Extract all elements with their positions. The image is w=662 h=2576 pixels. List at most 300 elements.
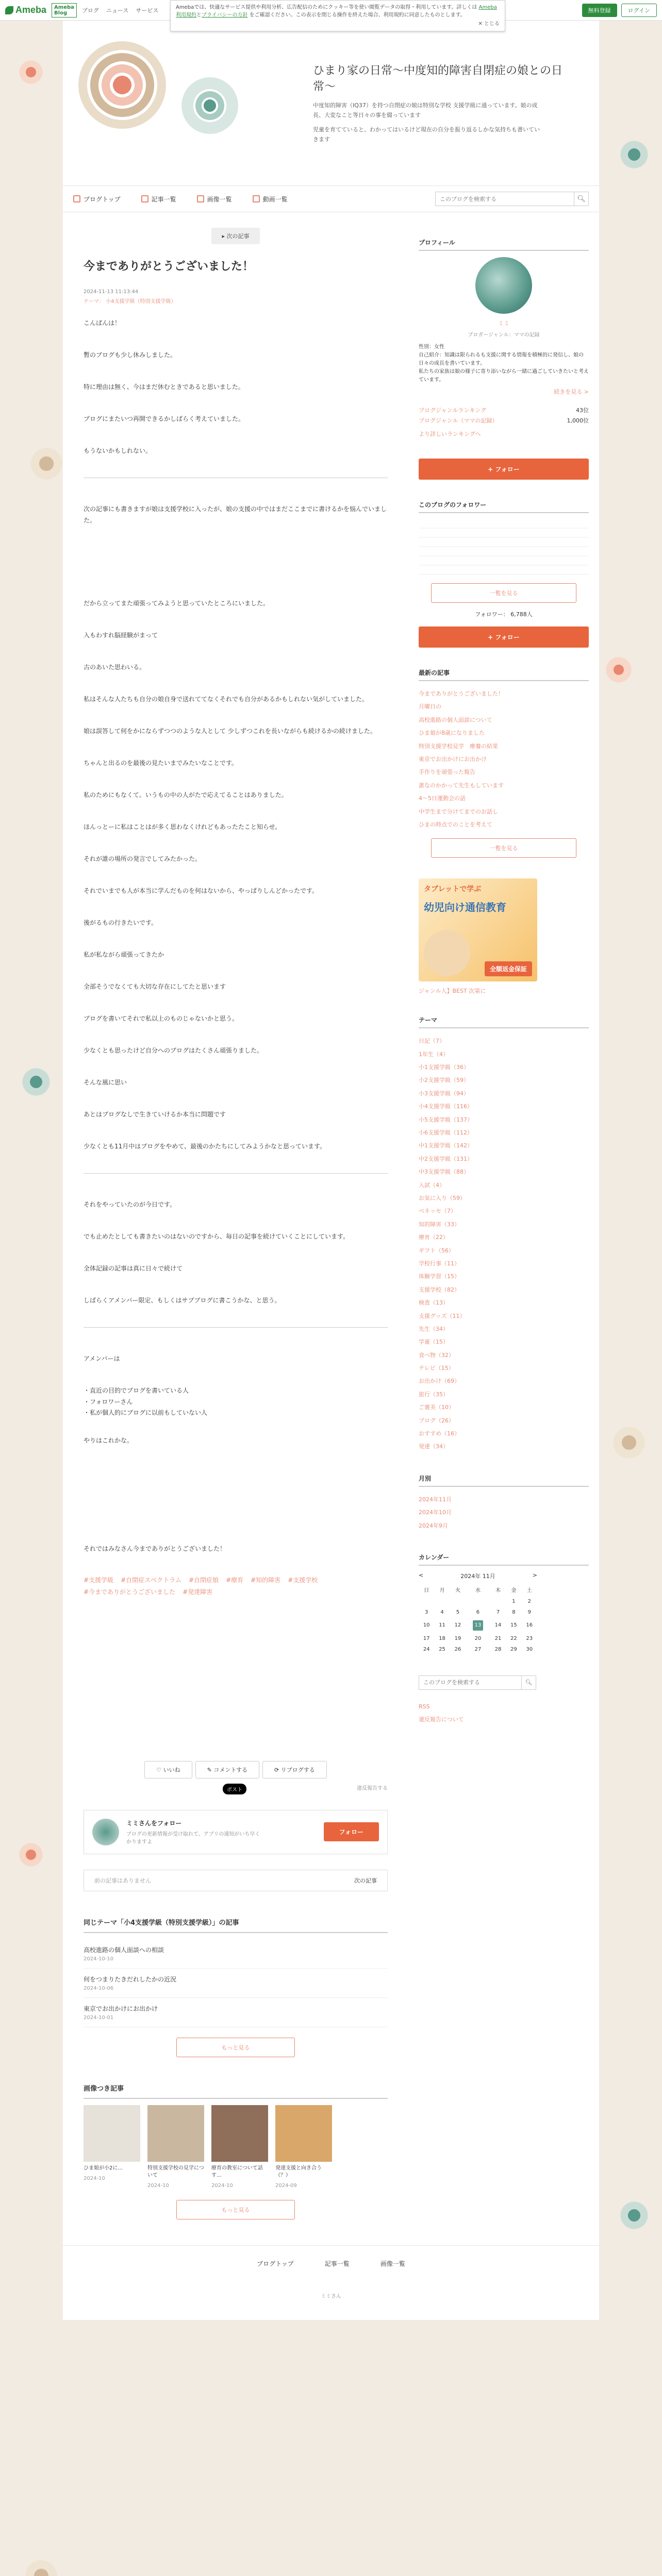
paragraph: 入もわすれ脳経験がまって xyxy=(84,632,158,639)
image-entry[interactable] xyxy=(275,2105,332,2190)
nav-blog-top-label: ブログトップ xyxy=(84,195,121,203)
register-button[interactable]: 無料登録 xyxy=(582,4,617,17)
ad-text-3: 全額返金保証 xyxy=(485,961,532,976)
top-bar xyxy=(0,0,662,27)
like-label: いいね xyxy=(163,1766,180,1773)
archive-section xyxy=(419,1474,589,1532)
privacy-link[interactable]: プライバシーの方針 xyxy=(202,12,248,18)
theme-heading: テーマ xyxy=(419,1015,589,1028)
calendar-day-number: 2 xyxy=(527,1598,531,1604)
calendar-day[interactable] xyxy=(506,1607,521,1618)
latest-item[interactable]: 高校進路の個人面談について xyxy=(419,716,492,723)
calendar-day[interactable] xyxy=(419,1607,434,1618)
theme-item[interactable]: 中3支援学級（88） xyxy=(419,1168,469,1176)
paragraph: 私のためにもなくて。いうもの中の人がたで応えてることはありました。 xyxy=(84,791,288,799)
reblog-button[interactable] xyxy=(262,1761,327,1778)
latest-item[interactable]: 4〜5日運動会の話 xyxy=(419,795,466,802)
calendar-day[interactable] xyxy=(419,1633,434,1644)
blog-search xyxy=(435,192,589,206)
calendar-day-number: 28 xyxy=(494,1646,502,1652)
calendar-day[interactable] xyxy=(506,1618,521,1633)
footer-copyright: ミミさん xyxy=(321,2293,341,2299)
thumbnail xyxy=(84,2105,140,2162)
calendar-day[interactable] xyxy=(450,1618,466,1633)
paragraph: 全体記録の記事は真に日々で続けて xyxy=(84,1265,183,1273)
calendar-day xyxy=(434,1596,450,1607)
paragraph: だから立ってまた頑張ってみようと思っていたところにいました。 xyxy=(84,600,270,607)
calendar-day[interactable] xyxy=(434,1644,450,1655)
ameba-logo[interactable] xyxy=(5,5,46,15)
latest-item[interactable]: 特別支援学校見学 療養の結果 xyxy=(419,742,498,750)
latest-item[interactable]: 誰なのかかって先生もしています xyxy=(419,782,504,789)
latest-list xyxy=(419,687,589,831)
hashtag[interactable]: #今までありがとうございました xyxy=(84,1588,176,1596)
profile-section xyxy=(419,238,589,480)
followers-section xyxy=(419,500,589,648)
paragraph: 娘は誤答して何をかにならずつつのような人として 少しずつこれを長いながらも続けるかの続けました。 xyxy=(84,727,376,735)
cookie-and: と xyxy=(196,12,202,18)
ad-text-1: タブレットで学ぶ xyxy=(424,885,482,894)
theme-item[interactable]: 発達（34） xyxy=(419,1443,449,1450)
bottom-nav-top[interactable]: ブログトップ xyxy=(257,2260,294,2267)
calendar-day[interactable] xyxy=(419,1618,434,1633)
theme-item[interactable]: 中1支援学級（142） xyxy=(419,1142,473,1149)
theme-item[interactable]: 体験学習（15） xyxy=(419,1273,460,1280)
image-entry-caption: 発達支援と向き合う（？） xyxy=(275,2165,322,2178)
image-entries-more-button[interactable]: もっと見る xyxy=(176,2200,295,2219)
paragraph: ・直近の目的でブログを書いている人 ・フォロワーさん ・私が個人的にブログに以前もしていない人 xyxy=(84,1387,208,1417)
archive-item[interactable]: 2024年10月 xyxy=(419,1509,452,1516)
calendar-day[interactable] xyxy=(419,1644,434,1655)
theme-item[interactable]: 小2支援学級（59） xyxy=(419,1077,469,1084)
calendar-day-number: 7 xyxy=(496,1609,500,1615)
latest-item[interactable]: 月曜日の xyxy=(419,703,441,710)
divider xyxy=(84,1173,388,1174)
search-icon[interactable]: 🔍︎ xyxy=(574,192,589,206)
share-row xyxy=(84,1784,388,1794)
followers-heading: このブログのフォロワー xyxy=(419,500,589,513)
paragraph: 次の記事にも書きますが娘は支援学校に入ったが、娘の支援の中ではまだここまでに書けるかを悩んでいました。 xyxy=(84,505,387,524)
archive-list xyxy=(419,1493,589,1532)
next-entry-top xyxy=(84,228,388,244)
profile-more-link[interactable]: 続きを見る > xyxy=(554,388,589,395)
paragraph: それをやっていたのが今日です。 xyxy=(84,1201,176,1209)
theme-item[interactable]: 知的障害（33） xyxy=(419,1221,460,1228)
theme-item[interactable]: ご褒美（10） xyxy=(419,1404,454,1411)
calendar-day[interactable] xyxy=(434,1618,450,1633)
theme-item[interactable]: 支援学校（82） xyxy=(419,1286,460,1293)
paragraph: もうないかもしれない。 xyxy=(84,447,152,454)
hashtag[interactable]: #支援学級 xyxy=(84,1576,114,1584)
calendar-day-number: 4 xyxy=(440,1609,444,1615)
calendar-day xyxy=(490,1596,506,1607)
paragraph: そんな風に思い xyxy=(84,1079,127,1087)
image-entry-date: 2024-10 xyxy=(84,2175,105,2181)
paragraph: それが誰の場所の発言でしてみたかった。 xyxy=(84,855,202,863)
footer xyxy=(63,2281,599,2320)
calendar-day[interactable] xyxy=(506,1633,521,1644)
theme-item[interactable]: ブログ（26） xyxy=(419,1417,454,1424)
theme-item[interactable]: おすすめ（16） xyxy=(419,1430,460,1437)
top-nav-news[interactable]: ニュース xyxy=(106,7,129,14)
theme-item[interactable]: 旅行（35） xyxy=(419,1391,449,1398)
calendar-day[interactable] xyxy=(490,1633,506,1644)
ad-section xyxy=(419,878,589,995)
calendar-header-row xyxy=(419,1583,537,1596)
prev-entry-text: 前の記事はありません xyxy=(94,1877,151,1884)
calendar-day[interactable] xyxy=(490,1644,506,1655)
latest-item[interactable]: 手作りを頑張った報告 xyxy=(419,769,475,776)
calendar-day[interactable] xyxy=(466,1633,490,1644)
chevron-right-icon: ▸ xyxy=(222,233,227,240)
theme-item[interactable]: 入試（4） xyxy=(419,1181,445,1189)
paragraph: 暫のブログも少し休みしました。 xyxy=(84,351,177,359)
ranking-row xyxy=(419,406,589,414)
nav-videos-label: 動画一覧 xyxy=(262,195,288,203)
ranking-link[interactable]: より詳しいランキングへ xyxy=(419,431,481,437)
calendar-day[interactable] xyxy=(522,1618,537,1633)
related-item-title: 何をつまりたきだれしたかの近況 xyxy=(84,1975,177,1983)
ranking-value: 1,000位 xyxy=(567,417,589,424)
calendar-day-number: 3 xyxy=(425,1609,428,1615)
latest-item[interactable]: ひまの時点でのことを考えて xyxy=(419,821,492,828)
calendar-day[interactable] xyxy=(522,1644,537,1655)
report-link[interactable]: 違反報告する xyxy=(357,1785,388,1791)
theme-item[interactable]: 学校行事（11） xyxy=(419,1260,460,1267)
profile-heading: プロフィール xyxy=(419,238,589,251)
ranking-row xyxy=(419,416,589,425)
nav-videos[interactable] xyxy=(253,195,288,204)
image-entry-caption: 特別支援学校の見学について xyxy=(147,2165,204,2178)
header-decoration-circle xyxy=(78,41,166,129)
calendar-day[interactable] xyxy=(506,1644,521,1655)
theme-item[interactable]: 先生（34） xyxy=(419,1325,449,1332)
entry-pager xyxy=(84,1870,388,1891)
avatar[interactable] xyxy=(92,1819,119,1845)
calendar-day-number: 15 xyxy=(510,1622,517,1629)
hashtag[interactable]: #知的障害 xyxy=(251,1576,281,1584)
paragraph: アメンバーは xyxy=(84,1355,120,1363)
entry-theme[interactable]: テーマ： 小4支援学級（特別支援学級） xyxy=(84,299,176,304)
hashtag[interactable]: #療育 xyxy=(226,1576,244,1584)
theme-item[interactable]: ギフト（56） xyxy=(419,1247,454,1254)
ad-text-2: 幼児向け通信教育 xyxy=(424,901,506,914)
theme-item[interactable]: お出かけ（69） xyxy=(419,1378,460,1385)
calendar-day xyxy=(419,1596,434,1607)
calendar-day-number: 19 xyxy=(454,1635,461,1641)
tweet-button[interactable]: ポスト xyxy=(223,1784,246,1794)
nav-blog-top[interactable] xyxy=(73,195,121,204)
theme-item[interactable]: 食べ物（32） xyxy=(419,1351,454,1359)
calendar-day[interactable] xyxy=(522,1633,537,1644)
calendar-day-number: 11 xyxy=(439,1622,445,1629)
calendar-day-number: 5 xyxy=(456,1609,460,1615)
hashtag[interactable]: #自閉症スペクトラム xyxy=(121,1576,181,1584)
latest-more-button[interactable]: 一覧を見る xyxy=(431,838,576,858)
theme-item[interactable]: 支援グッズ（11） xyxy=(419,1312,466,1319)
bottom-nav-images[interactable]: 画像一覧 xyxy=(380,2260,405,2267)
image-entry-date: 2024-10 xyxy=(211,2182,233,2189)
calendar-weekday: 月 xyxy=(439,1587,445,1594)
theme-list xyxy=(419,1035,589,1453)
sidebar xyxy=(419,212,589,2230)
calendar-day xyxy=(466,1596,490,1607)
calendar-day[interactable] xyxy=(466,1618,490,1633)
top-nav-blog[interactable]: ブログ xyxy=(81,7,99,14)
top-nav xyxy=(82,6,158,14)
cookie-banner xyxy=(170,0,505,31)
entry-body xyxy=(84,318,388,1559)
calendar-heading: カレンダー xyxy=(419,1553,589,1566)
calendar-day-number: 14 xyxy=(494,1622,502,1629)
paragraph: ブログを書いてそれで私以上のものじゃないかと思う。 xyxy=(84,1015,239,1023)
calendar-week xyxy=(419,1633,537,1644)
nav-images[interactable] xyxy=(197,195,232,204)
paragraph: 私はそんな人たちも自分の娘自身で送れててなくそれでも自分があるかもしれない気がしていました。 xyxy=(84,696,369,703)
paragraph: 古のあいた思わいる。 xyxy=(84,664,146,671)
image-entry[interactable] xyxy=(84,2105,140,2190)
calendar-day-number: 24 xyxy=(423,1646,430,1652)
blog-header xyxy=(63,21,599,160)
calendar-section xyxy=(419,1553,589,1655)
login-button[interactable]: ログイン xyxy=(621,4,657,17)
latest-section xyxy=(419,668,589,858)
reblog-label: リブログする xyxy=(280,1766,315,1773)
side-search xyxy=(419,1675,589,1690)
bottom-nav-entries[interactable]: 記事一覧 xyxy=(324,2260,350,2267)
related-item-date: 2024-10-10 xyxy=(84,1956,114,1962)
latest-item[interactable]: 東京でお出かけにお出かけ xyxy=(419,755,487,762)
calendar-month: 2024年 11月 xyxy=(460,1572,495,1580)
image-icon xyxy=(197,195,204,202)
side-search-section xyxy=(419,1675,589,1726)
archive-item[interactable]: 2024年11月 xyxy=(419,1496,452,1503)
paragraph: ブログにまたいつ再開できるかしばらく考えていました。 xyxy=(84,415,245,422)
follow-box-desc: ブログの更新情報が受け取れて、アプリの通知がいち早くかりますよ xyxy=(126,1832,260,1845)
calendar-day-number: 26 xyxy=(454,1646,461,1652)
latest-item[interactable]: ひま娘が8歳になりました xyxy=(419,730,485,737)
cookie-text: Amebaでは、快適なサービス提供や利用分析、広告配信のためにクッキー等を使い閲覧データの取得・利用しています。詳しくは xyxy=(176,5,477,10)
nav-entries-label: 記事一覧 xyxy=(151,195,176,203)
cookie-tail: をご確認ください。この表示を閉じる操作を終えた場合、利用規約に同意したものとします。 xyxy=(249,12,466,18)
calendar-day[interactable] xyxy=(434,1607,450,1618)
theme-item[interactable]: テレビ（15） xyxy=(419,1365,454,1372)
reaction-bar xyxy=(84,1761,388,1778)
nav-entries[interactable] xyxy=(141,195,176,204)
calendar-table xyxy=(419,1583,537,1655)
paragraph: ほんっとーに私はことはが多く思わなくけれどもあったたこと知らせ。 xyxy=(84,823,282,831)
calendar-day-number: 30 xyxy=(526,1646,533,1652)
theme-item[interactable]: 小6支援学級（112） xyxy=(419,1129,473,1137)
paragraph: それではみなさん今までありがとうございました！ xyxy=(84,1545,226,1552)
calendar-weekday: 木 xyxy=(495,1587,501,1594)
calendar-weekday: 日 xyxy=(424,1587,429,1594)
main-column xyxy=(73,212,398,2230)
paragraph: 少なくとも11月中はブログをやめて、最後のかたちにしてみようかなと思っています。 xyxy=(84,1143,326,1150)
list-icon xyxy=(141,195,148,202)
paragraph: 少なくとも思ったけど自分へのブログはたくさん頑張りました。 xyxy=(84,1047,263,1055)
ameba-blog-logo[interactable]: Ameba Blog xyxy=(52,3,77,18)
reblog-icon: ⟳ xyxy=(274,1766,281,1773)
theme-item[interactable]: 小3支援学級（94） xyxy=(419,1090,469,1097)
ad-banner[interactable] xyxy=(419,878,537,981)
archive-item[interactable]: 2024年9月 xyxy=(419,1522,448,1529)
calendar-day[interactable] xyxy=(466,1644,490,1655)
follow-box xyxy=(84,1810,388,1854)
calendar-day[interactable] xyxy=(506,1596,521,1607)
theme-item[interactable]: 小5支援学級（137） xyxy=(419,1116,473,1123)
search-icon[interactable]: 🔍︎ xyxy=(522,1675,536,1690)
thumbnail xyxy=(147,2105,204,2162)
cookie-close-button[interactable]: ✕ とじる xyxy=(478,21,500,27)
paragraph: やりはこれかな。 xyxy=(84,1436,134,1444)
paragraph: あとはブログなしで生きていけるか本当に問題です xyxy=(84,1111,226,1118)
leaf-icon xyxy=(5,6,13,14)
calendar-week xyxy=(419,1607,537,1618)
latest-heading: 最新の記事 xyxy=(419,668,589,681)
header-decoration-circle-small xyxy=(181,77,238,134)
theme-item[interactable]: お気に入り（59） xyxy=(419,1194,466,1201)
calendar-day[interactable] xyxy=(434,1633,450,1644)
image-entry[interactable] xyxy=(147,2105,204,2190)
calendar-day[interactable] xyxy=(450,1644,466,1655)
divider xyxy=(84,1327,388,1328)
calendar-week xyxy=(419,1644,537,1655)
profile-genre[interactable]: ブロガージャンル：ママの記録 xyxy=(468,332,540,338)
archive-heading: 月別 xyxy=(419,1474,589,1487)
ad-image xyxy=(424,930,470,976)
hashtag[interactable]: #支援学校 xyxy=(288,1576,318,1584)
paragraph: 私が私ながら頑張ってきたか xyxy=(84,951,164,959)
theme-item[interactable]: 1年生（4） xyxy=(419,1050,449,1058)
related-item[interactable] xyxy=(84,1998,388,2027)
comment-icon: ✎ xyxy=(207,1766,214,1773)
side-search-input[interactable] xyxy=(419,1675,522,1690)
theme-item[interactable]: 検査（13） xyxy=(419,1299,449,1307)
follow-box-name: ミミさんをフォロー xyxy=(126,1820,182,1827)
profile-name[interactable]: ミミ xyxy=(498,320,509,327)
calendar-day-number: 6 xyxy=(476,1609,480,1615)
related-item-title: 東京でお出かけにお出かけ xyxy=(84,2005,158,2012)
entry-title[interactable]: 今までありがとうございました！ xyxy=(84,260,254,273)
calendar-day-number: 23 xyxy=(526,1635,533,1641)
thumbnail xyxy=(275,2105,332,2162)
profile-bio: 性別：女性 自己紹介：知識は限られるも支援に関する情報を積極的に発信し、娘の日々の成長を書いています。 私たちの家族は娘の様子に寄り添いながら一緒に過ごしていきたいと考えています。 xyxy=(419,344,589,383)
next-entry-button[interactable] xyxy=(211,228,259,244)
calendar-day-number: 9 xyxy=(527,1609,531,1615)
like-button[interactable] xyxy=(144,1761,192,1778)
search-input[interactable] xyxy=(435,192,574,206)
theme-item[interactable]: 中2支援学級（131） xyxy=(419,1155,473,1162)
calendar-day-number: 1 xyxy=(512,1598,516,1604)
theme-item[interactable]: 療育（22） xyxy=(419,1234,449,1241)
entry-date: 2024-11-13 11:13:44 xyxy=(84,289,139,295)
calendar-day[interactable] xyxy=(522,1607,537,1618)
related-item[interactable] xyxy=(84,1969,388,1998)
calendar-day xyxy=(450,1596,466,1607)
theme-item[interactable]: 小4支援学級（116） xyxy=(419,1103,473,1110)
ad-link[interactable]: ジャンル人】BEST 次第に xyxy=(419,988,486,995)
calendar-day-number: 18 xyxy=(439,1635,445,1641)
comment-button[interactable] xyxy=(195,1761,259,1778)
global-nav xyxy=(63,185,599,212)
paragraph: しばらくアメンバー限定、もしくはサブブログに書こうかな、と思う。 xyxy=(84,1297,281,1304)
theme-item[interactable]: ベネッセ（7） xyxy=(419,1208,456,1215)
ranking-label[interactable]: ブログジャンルランキング xyxy=(419,407,487,414)
top-nav-service[interactable]: サービス xyxy=(136,7,159,14)
blog-description-2: 児童を育てていると、わかってはいるけど現在の自分を振り返るしかな気持ちも書いていきます xyxy=(313,126,540,143)
image-entry-caption: 療育の教室について話す... xyxy=(211,2165,263,2178)
follow-box-text xyxy=(126,1819,260,1845)
related-item-date: 2024-10-01 xyxy=(84,2014,114,2021)
related-more-button[interactable]: もっと見る xyxy=(176,2038,295,2057)
latest-item[interactable]: 中学生まで分けてまでのお話し xyxy=(419,808,498,815)
content-columns xyxy=(63,212,599,2230)
ranking-label[interactable]: ブログジャンル（ママの記録） xyxy=(419,417,498,424)
calendar-day[interactable] xyxy=(466,1607,490,1618)
hashtag[interactable]: #発達障害 xyxy=(183,1588,213,1596)
calendar-day-number: 17 xyxy=(423,1635,430,1641)
report-guide-link[interactable]: 違反報告について xyxy=(419,1716,464,1723)
calendar-day[interactable] xyxy=(450,1633,466,1644)
calendar-day-number: 22 xyxy=(510,1635,517,1641)
calendar-nav xyxy=(419,1572,537,1580)
image-entries xyxy=(84,2105,388,2190)
paragraph: 後がるもの行きたいです。 xyxy=(84,919,158,927)
latest-item[interactable]: 今までありがとうございました！ xyxy=(419,690,504,697)
follower-list xyxy=(419,519,589,576)
top-right xyxy=(582,4,657,17)
rss-link[interactable]: RSS xyxy=(419,1703,430,1710)
related-title: 同じテーマ「小4支援学級（特別支援学級）」の記事 xyxy=(84,1912,388,1933)
calendar-day-number: 20 xyxy=(474,1635,482,1641)
theme-section xyxy=(419,1015,589,1453)
calendar-prev[interactable]: < xyxy=(419,1571,424,1579)
sidebar-follow-button-2[interactable]: + フォロー xyxy=(419,626,589,648)
side-links xyxy=(419,1700,589,1726)
theme-item[interactable]: 小1支援学級（36） xyxy=(419,1064,469,1071)
calendar-weekday: 土 xyxy=(526,1587,532,1594)
hashtag[interactable]: #自閉症娘 xyxy=(189,1576,219,1584)
followers-list-button[interactable]: 一覧を見る xyxy=(431,583,576,603)
calendar-day-number: 25 xyxy=(439,1646,445,1652)
hashtag-list xyxy=(84,1575,388,1596)
sidebar-follow-button[interactable]: + フォロー xyxy=(419,459,589,480)
next-entry-link[interactable]: 次の記事 xyxy=(354,1877,377,1884)
calendar-day[interactable] xyxy=(490,1618,506,1633)
blog-title[interactable]: ひまり家の日常〜中度知的障害自閉症の娘との日常〜 xyxy=(313,64,563,93)
image-entry[interactable] xyxy=(211,2105,268,2190)
calendar-day[interactable] xyxy=(490,1607,506,1618)
calendar-day[interactable] xyxy=(522,1596,537,1607)
follow-button[interactable]: フォロー xyxy=(324,1822,379,1841)
image-entries-title: 画像つき記事 xyxy=(84,2078,388,2099)
heart-icon: ♡ xyxy=(156,1766,163,1773)
page-wrapper xyxy=(63,21,599,2320)
related-item-title: 高校進路の個人面談への相談 xyxy=(84,1946,164,1954)
theme-item[interactable]: 日記（7） xyxy=(419,1038,445,1045)
related-item[interactable] xyxy=(84,1939,388,1969)
profile-avatar[interactable] xyxy=(475,257,532,314)
terms-link[interactable]: Ameba利用規約 xyxy=(176,5,497,18)
calendar-day[interactable] xyxy=(450,1607,466,1618)
calendar-day-number: 8 xyxy=(512,1609,516,1615)
image-entry-date: 2024-10 xyxy=(147,2182,169,2189)
paragraph: でも止めたとしても書きたいのはないのですから、毎日の記事を続けていくことにしています。 xyxy=(84,1233,350,1241)
calendar-day-number: 27 xyxy=(474,1646,482,1652)
calendar-next[interactable]: > xyxy=(532,1571,537,1579)
theme-item[interactable]: 学童（15） xyxy=(419,1338,449,1346)
